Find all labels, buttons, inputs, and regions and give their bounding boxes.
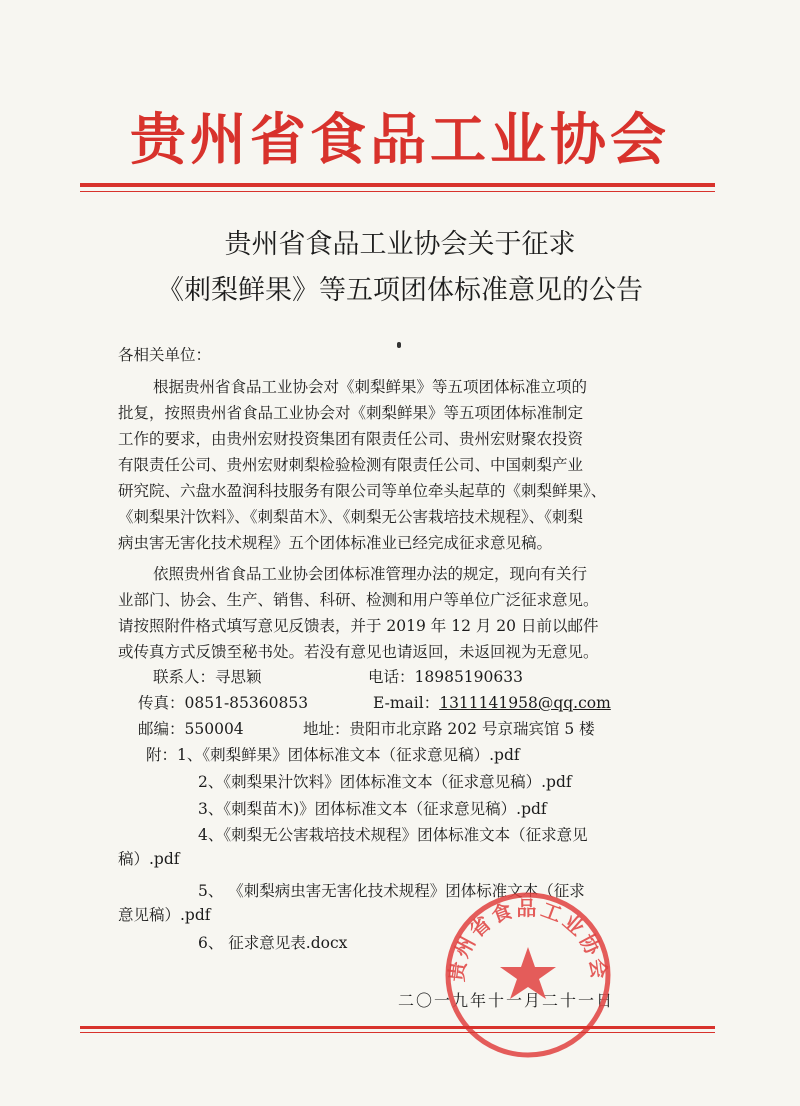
para2-line-3: 请按照附件格式填写意见反馈表，并于 2019 年 12 月 20 日前以邮件 bbox=[118, 617, 599, 635]
red-rule-top bbox=[80, 183, 715, 187]
attachment-3: 3、《刺梨苗木)》团体标准文本（征求意见稿）.pdf bbox=[198, 800, 547, 818]
attachment-4-line-1: 4、《刺梨无公害栽培技术规程》团体标准文本（征求意见 bbox=[198, 826, 588, 844]
para1-line-2: 批复，按照贵州省食品工业协会对《刺梨鲜果》等五项团体标准制定 bbox=[118, 404, 584, 422]
red-rule-bottom-thin bbox=[80, 1032, 715, 1033]
para1-line-1: 根据贵州省食品工业协会对《刺梨鲜果》等五项团体标准立项的 bbox=[153, 378, 588, 396]
attachment-4-line-2: 稿）.pdf bbox=[118, 850, 180, 868]
contact-address: 地址：贵阳市北京路 202 号京瑞宾馆 5 楼 bbox=[303, 720, 595, 738]
para1-line-4: 有限责任公司、贵州宏财刺梨检验检测有限责任公司、中国刺梨产业 bbox=[118, 456, 584, 474]
contact-email-line bbox=[373, 691, 611, 713]
para2-line-4: 或传真方式反馈至秘书处。若没有意见也请返回，未返回视为无意见。 bbox=[118, 643, 599, 661]
ink-dot bbox=[397, 342, 401, 348]
attachment-2: 2、《刺梨果汁饮料》团体标准文本（征求意见稿）.pdf bbox=[198, 773, 572, 791]
notice-title-line-2: 《刺梨鲜果》等五项团体标准意见的公告 bbox=[157, 275, 643, 306]
red-rule-bottom bbox=[80, 1026, 715, 1029]
para1-line-7: 病虫害无害化技术规程》五个团体标准业已经完成征求意见稿。 bbox=[118, 534, 553, 552]
notice-title-line-1: 贵州省食品工业协会关于征求 bbox=[224, 229, 576, 260]
contact-person: 联系人：寻思颖 bbox=[153, 668, 262, 686]
para2-line-2: 业部门、协会、生产、销售、科研、检测和用户等单位广泛征求意见。 bbox=[118, 591, 599, 609]
greeting: 各相关单位： bbox=[118, 346, 212, 364]
official-seal-stamp bbox=[438, 885, 618, 1065]
attachment-1: 附：1、《刺梨鲜果》团体标准文本（征求意见稿）.pdf bbox=[146, 746, 520, 764]
para2-line-1: 依照贵州省食品工业协会团体标准管理办法的规定，现向有关行 bbox=[153, 565, 588, 583]
attachment-5-line-1: 5、 《刺梨病虫害无害化技术规程》团体标准文本（征求 bbox=[198, 882, 585, 900]
contact-postcode: 邮编：550004 bbox=[138, 720, 244, 738]
contact-phone: 电话：18985190633 bbox=[368, 668, 523, 686]
para1-line-6: 《刺梨果汁饮料》、《刺梨苗木》、《刺梨无公害栽培技术规程》、《刺梨 bbox=[118, 508, 584, 526]
email-link[interactable]: 1311141958@qq.com bbox=[439, 694, 611, 712]
para1-line-5: 研究院、六盘水盈润科技服务有限公司等单位牵头起草的《刺梨鲜果》、 bbox=[118, 482, 607, 500]
para1-line-3: 工作的要求，由贵州宏财投资集团有限责任公司、贵州宏财聚农投资 bbox=[118, 430, 584, 448]
masthead-title: 贵州省食品工业协会 bbox=[130, 108, 670, 173]
attachment-6: 6、 征求意见表.docx bbox=[198, 934, 348, 952]
seal-star-icon bbox=[500, 947, 556, 999]
issue-date: 二〇一九年十一月二十一日 bbox=[398, 991, 615, 1010]
red-rule-top-thin bbox=[80, 191, 715, 192]
email-label: E-mail： bbox=[373, 694, 440, 712]
seal-text: 贵州省食品工业协会 bbox=[444, 896, 612, 983]
contact-fax: 传真：0851-85360853 bbox=[138, 694, 309, 712]
attachment-5-line-2: 意见稿）.pdf bbox=[118, 906, 211, 924]
